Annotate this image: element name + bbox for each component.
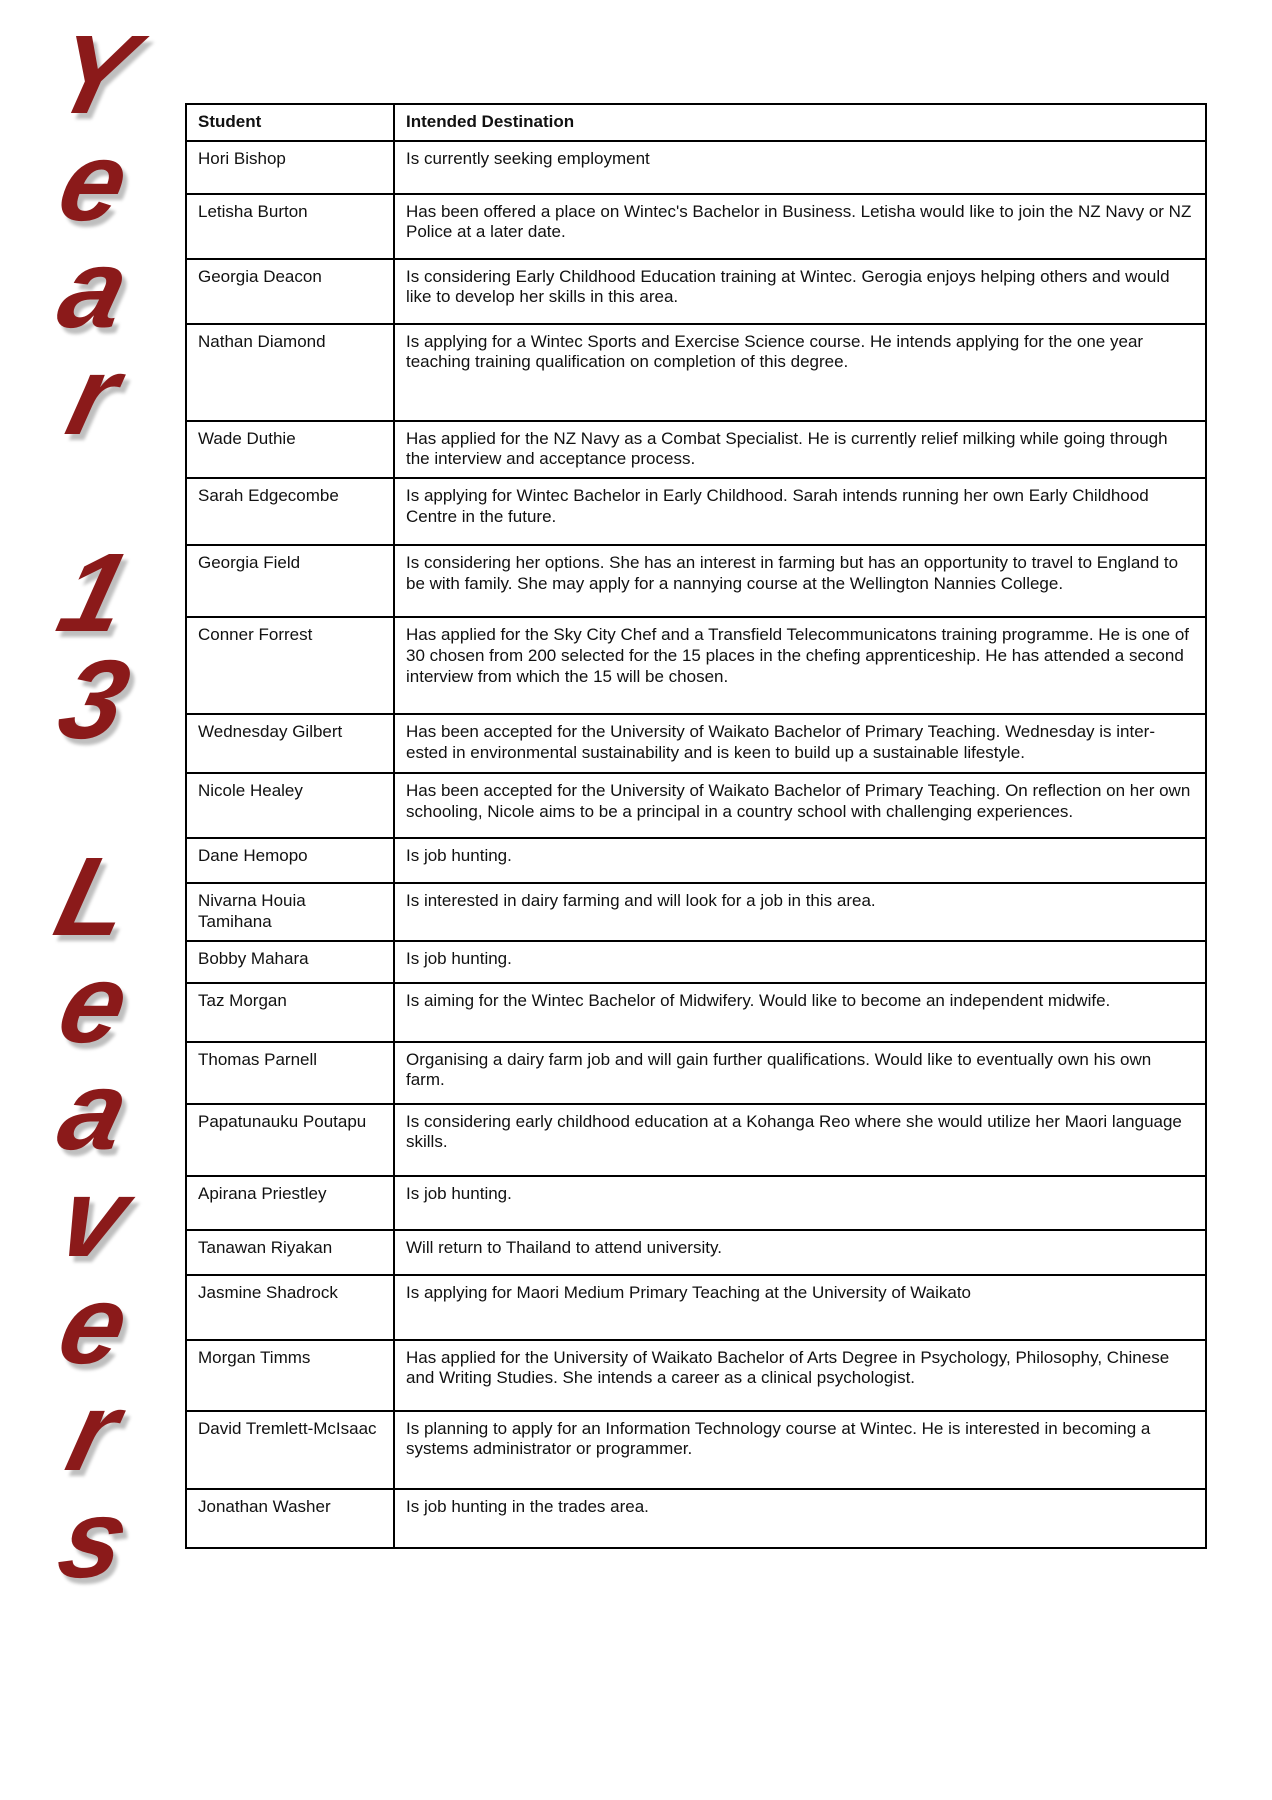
table-row (186, 259, 1206, 324)
table-row (186, 141, 1206, 194)
student-name-cell: Georgia Field (186, 545, 394, 617)
destination-cell: Is considering her options. She has an interest in farming but has an opportunity to travel to England to be with family. She may apply for a nannying course at the Wellington Nannies College. (394, 545, 1206, 617)
banner-letter: r (56, 1369, 132, 1494)
banner-word (41, 12, 147, 458)
table-row (186, 838, 1206, 883)
destination-cell: Is job hunting. (394, 1176, 1206, 1230)
student-name-cell: David Tremlett-McIsaac (186, 1411, 394, 1489)
student-name-cell: Bobby Mahara (186, 941, 394, 983)
table-row (186, 478, 1206, 545)
destination-cell: Is job hunting in the trades area. (394, 1489, 1206, 1548)
destination-cell: Is aiming for the Wintec Bachelor of Midwifery. Would like to become an independent midwife. (394, 983, 1206, 1042)
destination-cell: Is currently seeking employment (394, 141, 1206, 194)
banner-letter: 1 (47, 530, 141, 655)
destination-cell: Has been accepted for the University of Waikato Bachelor of Primary Teaching. On reflection on her own schooling, Nicole aims to be a principal in a country school with challenging experiences. (394, 773, 1206, 838)
banner-word (44, 834, 144, 1601)
banner-letter: s (47, 1476, 141, 1601)
destination-cell: Is planning to apply for an Information Technology course at Wintec. He is interested in becoming a systems administrator or programmer. (394, 1411, 1206, 1489)
banner-word (47, 530, 141, 762)
banner-letter: Y (41, 12, 147, 137)
banner-letter: 3 (47, 637, 141, 762)
table-row (186, 1411, 1206, 1489)
student-name-cell: Taz Morgan (186, 983, 394, 1042)
table-row (186, 194, 1206, 259)
student-name-cell: Dane Hemopo (186, 838, 394, 883)
destination-cell: Has been offered a place on Wintec's Bachelor in Business. Letisha would like to join the NZ Navy or NZ Police at a later date. (394, 194, 1206, 259)
student-name-cell: Conner Forrest (186, 617, 394, 714)
student-name-cell: Wade Duthie (186, 421, 394, 478)
banner-letter: e (47, 1262, 141, 1387)
student-name-cell: Nathan Diamond (186, 324, 394, 421)
student-name-cell: Sarah Edgecombe (186, 478, 394, 545)
table-row (186, 545, 1206, 617)
table-row (186, 421, 1206, 478)
destination-cell: Organising a dairy farm job and will gain further qualifications. Would like to eventually own his own farm. (394, 1042, 1206, 1104)
banner-letter: a (47, 226, 141, 351)
destination-cell: Has applied for the University of Waikato Bachelor of Arts Degree in Psychology, Philosophy, Chinese and Writing Studies. She intends a career as a clinical psychologist. (394, 1340, 1206, 1411)
destination-cell: Is job hunting. (394, 838, 1206, 883)
table-row (186, 1042, 1206, 1104)
destination-cell: Is applying for Maori Medium Primary Teaching at the University of Waikato (394, 1275, 1206, 1340)
table-row (186, 617, 1206, 714)
banner-letter: v (47, 1155, 141, 1280)
student-name-cell: Nicole Healey (186, 773, 394, 838)
destination-cell: Has been accepted for the University of Waikato Bachelor of Primary Teaching. Wednesday is inter-ested in environmental sustainability and is keen to build up a sustainable lifestyle. (394, 714, 1206, 773)
destination-cell: Is applying for a Wintec Sports and Exercise Science course. He intends applying for the one year teaching training qualification on completion of this degree. (394, 324, 1206, 421)
table-row (186, 883, 1206, 940)
table-row (186, 1176, 1206, 1230)
student-name-cell: Tanawan Riyakan (186, 1230, 394, 1275)
table-header-row (186, 104, 1206, 141)
student-name-cell: Jonathan Washer (186, 1489, 394, 1548)
banner-letter: e (47, 941, 141, 1066)
student-name-cell: Hori Bishop (186, 141, 394, 194)
col-header-destination: Intended Destination (394, 104, 1206, 141)
student-name-cell: Wednesday Gilbert (186, 714, 394, 773)
table-row (186, 1104, 1206, 1176)
student-name-cell: Georgia Deacon (186, 259, 394, 324)
banner-letter: L (44, 834, 144, 959)
destination-cell: Is applying for Wintec Bachelor in Early Childhood. Sarah intends running her own Early Childhood Centre in the future. (394, 478, 1206, 545)
destination-cell: Is considering early childhood education at a Kohanga Reo where she would utilize her Maori language skills. (394, 1104, 1206, 1176)
destination-cell: Will return to Thailand to attend university. (394, 1230, 1206, 1275)
student-name-cell: Letisha Burton (186, 194, 394, 259)
leavers-table (185, 103, 1207, 1549)
student-name-cell: Papatunauku Poutapu (186, 1104, 394, 1176)
table-row (186, 324, 1206, 421)
table-row (186, 1340, 1206, 1411)
destination-cell: Is interested in dairy farming and will look for a job in this area. (394, 883, 1206, 940)
student-name-cell: Nivarna Houia Tamihana (186, 883, 394, 940)
table-row (186, 983, 1206, 1042)
col-header-student: Student (186, 104, 394, 141)
banner-letter: r (56, 333, 132, 458)
table-row (186, 773, 1206, 838)
student-name-cell: Jasmine Shadrock (186, 1275, 394, 1340)
destination-cell: Is considering Early Childhood Education training at Wintec. Gerogia enjoys helping others and would like to develop her skills in this area. (394, 259, 1206, 324)
table-row (186, 1230, 1206, 1275)
table-row (186, 714, 1206, 773)
student-name-cell: Apirana Priestley (186, 1176, 394, 1230)
destination-cell: Has applied for the NZ Navy as a Combat Specialist. He is currently relief milking while going through the interview and acceptance process. (394, 421, 1206, 478)
vertical-title-banner (20, 12, 168, 1601)
banner-letter: a (47, 1048, 141, 1173)
student-name-cell: Morgan Timms (186, 1340, 394, 1411)
table-row (186, 941, 1206, 983)
destination-cell: Is job hunting. (394, 941, 1206, 983)
table-row (186, 1275, 1206, 1340)
banner-letter: e (47, 119, 141, 244)
student-name-cell: Thomas Parnell (186, 1042, 394, 1104)
table-row (186, 1489, 1206, 1548)
destination-cell: Has applied for the Sky City Chef and a Transfield Telecommunicatons training programme. He is one of 30 chosen from 200 selected for the 15 places in the chefing apprenticeship. He has attended a second interview from which the 15 will be chosen. (394, 617, 1206, 714)
